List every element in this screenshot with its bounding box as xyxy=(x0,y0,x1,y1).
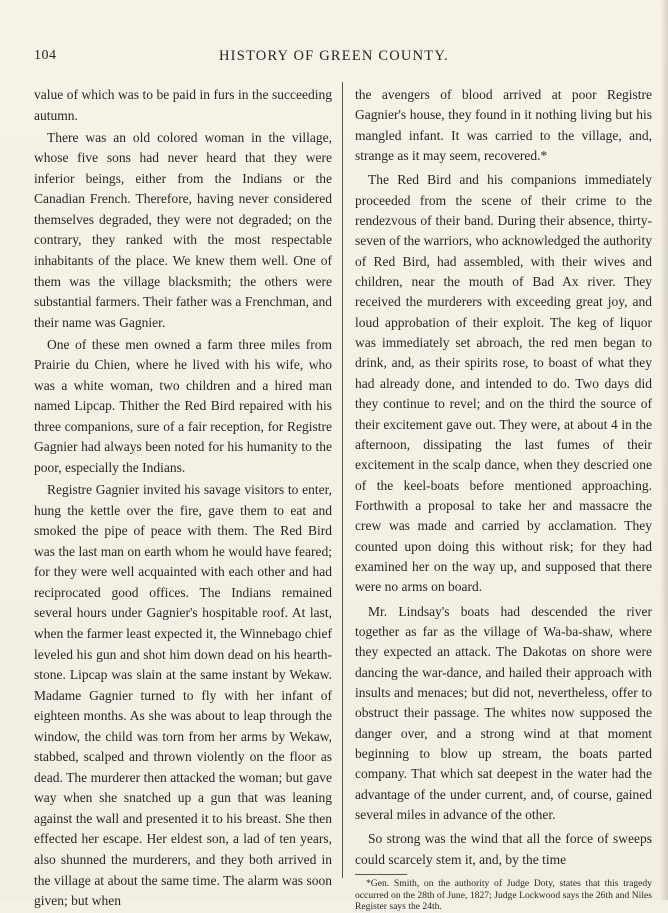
page-header xyxy=(0,48,668,70)
running-head: HISTORY OF GREEN COUNTY. xyxy=(219,48,449,64)
left-column xyxy=(34,85,332,913)
page-number: 104 xyxy=(34,48,57,63)
footnote: *Gen. Smith, on the authority of Judge Doty, states that this tragedy occurred on the 28th of June, 1827; Judge Lockwood says the 26th and Niles Register says the 24th. xyxy=(355,878,652,913)
paragraph: Registre Gagnier invited his savage visitors to enter, hung the kettle over the fire, gave them to eat and smoked the pipe of peace with them. The Red Bird was the last man on earth whom he would have feared; for they were well acquainted with each other and had reciprocated good offices. The Indians remained several hours under Gagnier's hospitable roof. At last, when the farmer least expected it, the Winnebago chief leveled his gun and shot him down dead on his hearth-stone. Lipcap was slain at the same instant by Wekaw. Madame Gagnier turned to fly with her infant of eighteen months. As she was about to leap through the window, the child was torn from her arms by Wekaw, stabbed, scalped and thrown violently on the floor as dead. The murderer then attacked the woman; but gave way when she snatched up a gun that was leaning against the wall and presented it to his breast. She then effected her escape. Her eldest son, a lad of ten years, also shunned the murderers, and they both arrived in the village at about the same time. The alarm was soon given; but when xyxy=(34,482,332,909)
paragraph: One of these men owned a farm three miles from Prairie du Chien, where he lived with his wife, who was a white woman, two children and a hired man named Lipcap. Thither the Red Bird repaired with his three companions, sure of a fair reception, for Registre Gagnier had always been noted for his humanity to the poor, especially the Indians. xyxy=(34,336,332,476)
page-edge-shadow xyxy=(660,0,668,900)
paragraph: So strong was the wind that all the force of sweeps could scarcely stem it, and, by the time xyxy=(355,831,652,867)
paragraph: Mr. Lindsay's boats had descended the river together as far as the village of Wa-ba-shaw, where they expected an attack. The Dakotas on shore were dancing the war-dance, and hailed their approach with insults and menaces; but did not, nevertheless, offer to obstruct their passage. The whites now supposed the danger over, and a strong wind at that moment beginning to blow up stream, the boats parted company. That which sat deepest in the water had the advantage of the under current, and, of course, gained several miles in advance of the other. xyxy=(355,603,652,823)
paragraph: the avengers of blood arrived at poor Registre Gagnier's house, they found in it nothing living but his mangled infant. It was carried to the village, and, strange as it may seem, recovered.* xyxy=(355,87,652,164)
paragraph: There was an old colored woman in the village, whose five sons had never heard that they were inferior beings, either from the Indians or the Canadian French. Therefore, having never considered themselves degraded, they were not degraded; on the contrary, they ranked with the most respectable inhabitants of the place. We knew them well. One of them was the village blacksmith; the others were substantial farmers. Their father was a Frenchman, and their name was Gagnier. xyxy=(34,129,332,330)
right-column xyxy=(355,85,652,913)
paragraph: The Red Bird and his companions immediately proceeded from the scene of their crime to the rendezvous of their band. During their absence, thirty-seven of the warriors, who acknowledged the authority of Red Bird, had assembled, with their wives and children, near the mouth of Bad Ax river. They received the murderers with exceeding great joy, and loud approbation of their exploit. The keg of liquor was immediately set abroach, the red men began to drink, and, as their spirits rose, to boast of what they had already done, and intended to do. Two days did they continue to revel; and on the third the source of their excitement gave out. They were, at about 4 in the afternoon, dissipating the last fumes of their excitement in the scalp dance, when they descried one of the keel-boats before mentioned approaching. Forthwith a proposal to take her and massacre the crew was made and carried by acclamation. They counted upon doing this without risk; for they had examined her on the way up, and supposed that there were no arms on board. xyxy=(355,172,652,595)
footnote-rule xyxy=(355,874,407,875)
paragraph: value of which was to be paid in furs in the succeeding autumn. xyxy=(34,87,332,123)
column-divider xyxy=(342,82,343,878)
